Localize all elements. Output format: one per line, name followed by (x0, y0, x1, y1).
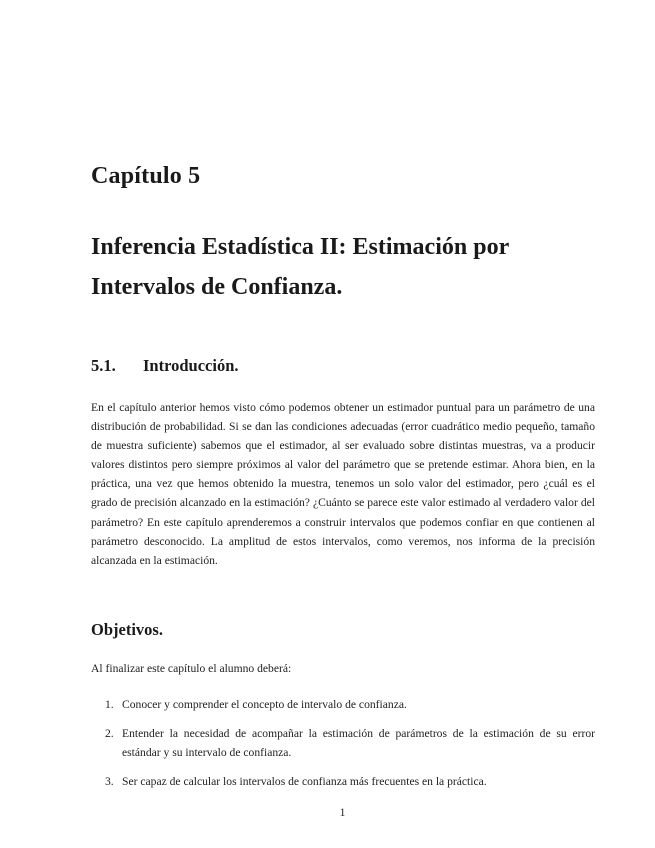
objectives-list (91, 695, 595, 801)
objective-item (91, 724, 595, 762)
objective-item (91, 772, 595, 791)
chapter-title: Inferencia Estadística II: Estimación por Intervalos de Confianza. (91, 234, 509, 300)
objective-text: Conocer y comprender el concepto de intervalo de confianza. (122, 698, 407, 711)
list-marker: 2. (105, 727, 114, 741)
list-marker: 3. (105, 775, 114, 789)
section-number: 5.1. (91, 356, 116, 375)
objective-text: Entender la necesidad de acompañar la estimación de parámetros de la estimación de su error estándar y su intervalo de confianza. (122, 727, 595, 760)
intro-paragraph: En el capítulo anterior hemos visto cómo podemos obtener un estimador puntual para un parámetro de una distribución de probabilidad. Si se dan las condiciones adecuadas (error cuadrático medio pequeño, tamaño de muestra suficiente) sabemos que el estimador, al ser evaluado sobre distintas muestras, va a producir valores distintos pero siempre próximos al valor del parámetro que se pretende estimar. Ahora bien, en la práctica, una vez que hemos obtenido la muestra, tenemos un solo valor del estimador, pero ¿cuál es el grado de precisión alcanzado en la estimación? ¿Cuánto se parece este valor estimado al verdadero valor del parámetro? En este capítulo aprenderemos a construir intervalos que podemos confiar en que contienen al parámetro desconocido. La amplitud de estos intervalos, como veremos, nos informa de la precisión alcanzada en la estimación. (91, 401, 595, 567)
objectives-heading: Objetivos. (91, 620, 163, 639)
objective-item (91, 695, 595, 714)
objectives-lead: Al finalizar este capítulo el alumno deberá: (91, 662, 292, 675)
chapter-label: Capítulo 5 (91, 163, 201, 189)
section-heading (91, 356, 239, 376)
page-number: 1 (339, 806, 346, 819)
objective-text: Ser capaz de calcular los intervalos de confianza más frecuentes en la práctica. (122, 775, 487, 789)
list-marker: 1. (105, 698, 114, 711)
section-title: Introducción. (143, 356, 239, 375)
